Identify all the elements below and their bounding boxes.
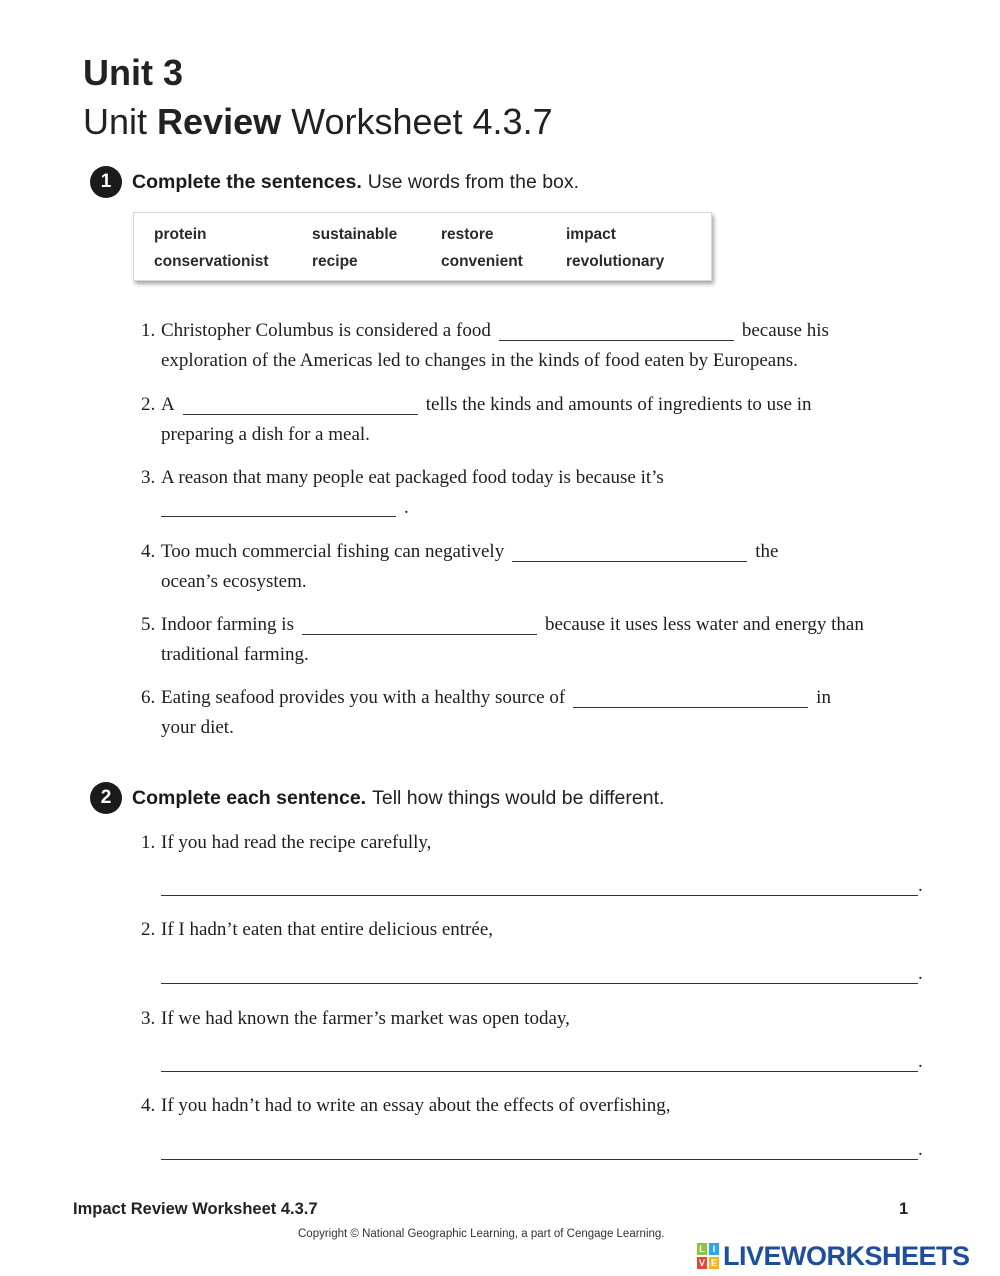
logo-letter-i: I xyxy=(709,1243,719,1255)
item-number: 3. xyxy=(141,467,156,488)
section-1-number-badge: 1 xyxy=(90,166,122,198)
section-2-instruction-bold: Complete each sentence. xyxy=(132,786,367,809)
title-bold-word: Review xyxy=(157,101,282,142)
logo-letter-l: L xyxy=(697,1243,707,1255)
item-text-before: Indoor farming is xyxy=(161,614,294,635)
item-number: 3. xyxy=(141,1008,156,1029)
item-text: A reason that many people eat packaged food today is because it’s xyxy=(161,467,664,488)
item-text-before: Too much commercial fishing can negatively xyxy=(161,541,505,562)
prompt-text: If you hadn’t had to write an essay about the effects of overfishing, xyxy=(161,1095,671,1116)
answer-end-mark: . xyxy=(918,1139,923,1160)
sentence-prompt-2 xyxy=(141,919,493,941)
answer-end-mark: . xyxy=(918,875,923,896)
item-text-after: the xyxy=(755,541,779,562)
sentence-prompt-1 xyxy=(141,832,431,854)
item-end-mark: . xyxy=(404,496,409,518)
copyright-notice: Copyright © National Geographic Learning, a part of Cengage Learning. xyxy=(298,1228,665,1240)
logo-letter-v: V xyxy=(698,1258,705,1268)
word-bank-box xyxy=(133,212,712,281)
item-text-after: because it uses less water and energy than xyxy=(544,614,864,635)
fill-in-item-2 xyxy=(141,390,931,449)
answer-line[interactable] xyxy=(161,1159,918,1160)
item-number: 4. xyxy=(141,1095,156,1116)
word-bank-word: restore xyxy=(441,226,494,243)
prompt-text: If I hadn’t eaten that entire delicious entrée, xyxy=(161,919,493,940)
unit-label: Unit 3 xyxy=(83,52,184,93)
section-2-instruction: Tell how things would be different. xyxy=(372,786,665,809)
item-text-continued: your diet. xyxy=(161,716,234,738)
answer-blank[interactable] xyxy=(183,395,418,415)
item-text-continued: exploration of the Americas led to changes in the kinds of food eaten by Europeans. xyxy=(161,349,798,371)
item-number: 2. xyxy=(141,919,156,940)
answer-blank[interactable] xyxy=(161,497,396,517)
section-1-header xyxy=(90,166,579,198)
liveworksheets-wordmark: LIVEWORKSHEETS xyxy=(723,1240,970,1271)
item-text-continued: traditional farming. xyxy=(161,643,309,665)
fill-in-item-5 xyxy=(141,610,931,669)
word-bank-word: impact xyxy=(566,226,616,243)
answer-line[interactable] xyxy=(161,1071,918,1072)
section-2-number-badge: 2 xyxy=(90,782,122,814)
item-number: 1. xyxy=(141,832,156,853)
word-bank-word: conservationist xyxy=(154,253,269,270)
item-number: 6. xyxy=(141,687,156,708)
logo-letter-e: E xyxy=(710,1258,717,1268)
sentence-prompt-3 xyxy=(141,1008,570,1030)
fill-in-item-4 xyxy=(141,537,931,596)
page-title xyxy=(83,101,553,143)
word-bank-word: protein xyxy=(154,226,207,243)
word-bank-word: sustainable xyxy=(312,226,398,243)
item-text-before: Eating seafood provides you with a healthy source of xyxy=(161,687,566,708)
item-text-after: because his xyxy=(741,320,829,341)
item-text-before: A xyxy=(161,394,175,415)
section-2-header xyxy=(90,782,664,814)
answer-blank[interactable] xyxy=(573,688,808,708)
footer-title: Impact Review Worksheet 4.3.7 xyxy=(73,1200,318,1218)
liveworksheets-brand[interactable] xyxy=(697,1240,970,1272)
answer-blank[interactable] xyxy=(512,542,747,562)
item-text-before: Christopher Columbus is considered a food xyxy=(161,320,491,341)
word-bank-word: recipe xyxy=(312,253,358,270)
title-prefix: Unit xyxy=(83,101,158,142)
item-number: 5. xyxy=(141,614,156,635)
page-number: 1 xyxy=(899,1200,909,1218)
answer-line[interactable] xyxy=(161,983,918,984)
word-bank-word: convenient xyxy=(441,253,523,270)
answer-blank[interactable] xyxy=(499,321,734,341)
fill-in-item-6 xyxy=(141,683,931,742)
word-bank-word: revolutionary xyxy=(566,253,665,270)
answer-end-mark: . xyxy=(918,963,923,984)
item-text-after: in xyxy=(816,687,831,708)
answer-blank[interactable] xyxy=(302,615,537,635)
item-number: 1. xyxy=(141,320,156,341)
item-text-continued: preparing a dish for a meal. xyxy=(161,423,370,445)
title-suffix: Worksheet 4.3.7 xyxy=(281,101,553,142)
fill-in-item-1 xyxy=(141,316,931,375)
liveworksheets-logo-icon xyxy=(697,1243,719,1269)
item-number: 4. xyxy=(141,541,156,562)
section-1-instruction-bold: Complete the sentences. xyxy=(132,170,362,193)
item-number: 2. xyxy=(141,394,156,415)
item-text-continued: ocean’s ecosystem. xyxy=(161,570,307,592)
prompt-text: If you had read the recipe carefully, xyxy=(161,832,432,853)
answer-line[interactable] xyxy=(161,895,918,896)
section-1-instruction: Use words from the box. xyxy=(367,170,580,193)
item-text-after: tells the kinds and amounts of ingredients to use in xyxy=(425,394,812,415)
sentence-prompt-4 xyxy=(141,1095,671,1117)
answer-end-mark: . xyxy=(918,1051,923,1072)
prompt-text: If we had known the farmer’s market was open today, xyxy=(161,1008,570,1029)
fill-in-item-3 xyxy=(141,463,931,522)
